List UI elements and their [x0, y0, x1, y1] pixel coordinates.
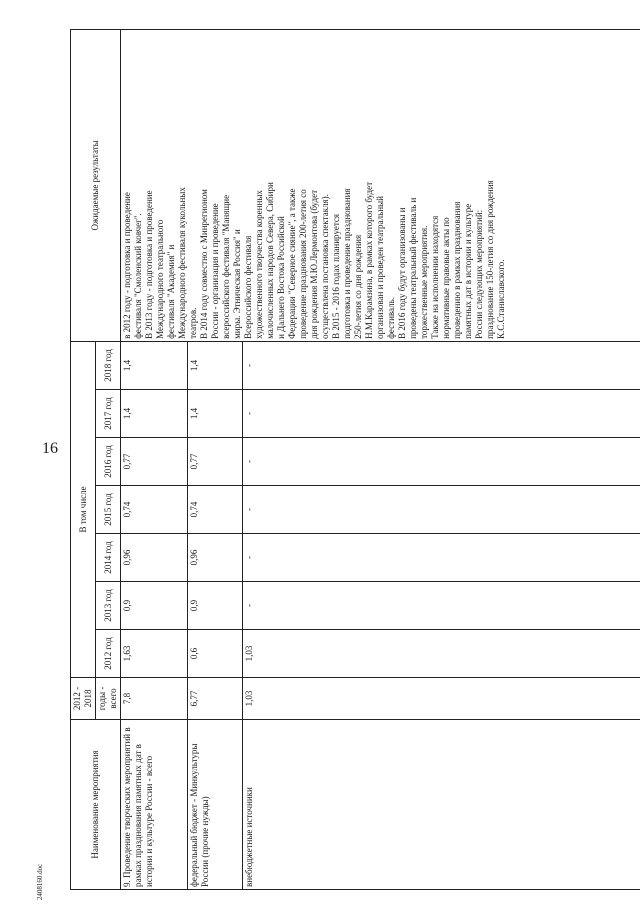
document-id-text: 2408160.doc: [36, 863, 45, 901]
result-line: организован и проведен театральный: [375, 196, 385, 339]
rotated-table-page: [70, 30, 610, 890]
header-year-2015: 2015 год: [96, 486, 121, 534]
row-total: 1,03: [243, 678, 640, 720]
page-number: 16: [42, 440, 58, 457]
row-value-2018: 1,4: [121, 341, 188, 389]
row-value-2016: -: [243, 438, 640, 486]
result-line: Всероссийского фестиваля: [243, 235, 253, 339]
header-year-2017: 2017 год: [96, 390, 121, 438]
row-value-2018: -: [243, 341, 640, 389]
row-value-2017: -: [243, 390, 640, 438]
row-value-2013: 0,9: [121, 582, 188, 630]
row-value-2012: 1,03: [243, 630, 640, 678]
result-line: Международного театрального: [155, 219, 165, 339]
row-value-2017: 1,4: [188, 390, 243, 438]
expected-results: [121, 29, 640, 341]
result-line: в 2012 году - подготовка и проведение: [122, 192, 132, 339]
result-line: подготовка и проведение празднования: [342, 188, 352, 339]
header-results: Ожидаемые результаты: [71, 29, 121, 341]
row-value-2012: 0,6: [188, 630, 243, 678]
result-line: фестиваль.: [386, 297, 396, 339]
row-value-2015: 0,74: [188, 486, 243, 534]
header-year-2016: 2016 год: [96, 438, 121, 486]
result-line: В 2014 году совместно с Минрегионом: [199, 189, 209, 339]
row-value-2014: 0,96: [188, 534, 243, 582]
row-value-2014: 0,96: [121, 534, 188, 582]
result-line: миры. Этническая Россия" и: [232, 229, 242, 339]
result-line: дня рождения М.Ю.Лермонтова (будет: [309, 190, 319, 339]
row-value-2013: -: [243, 582, 640, 630]
header-year-2018: 2018 год: [96, 341, 121, 389]
result-line: фестиваля "Смоленский ковчег".: [133, 213, 143, 339]
row-value-2018: 1,4: [188, 341, 243, 389]
result-line: В 2013 году - подготовка и проведение: [144, 190, 154, 339]
result-line: проведению в рамках празднования: [452, 201, 462, 339]
row-value-2013: 0,9: [188, 582, 243, 630]
table-row: [121, 29, 188, 889]
result-line: нормативные правовые акты по: [441, 217, 451, 339]
header-year-2014: 2014 год: [96, 534, 121, 582]
result-line: Н.М.Карамзина, в рамках которого будет: [364, 181, 374, 339]
result-line: В 2015 - 2016 годах планируется: [331, 214, 341, 339]
row-name: федеральный бюджет - Минкультуры России (прочие нужды): [188, 720, 243, 890]
result-line: празднование 150-летия со дня рождения: [485, 180, 495, 339]
row-value-2017: 1,4: [121, 390, 188, 438]
result-line: памятных дат в истории и культуре: [463, 203, 473, 339]
result-line: и Дальнего Востока Российской: [276, 216, 286, 339]
activities-table: [70, 29, 640, 890]
row-total: 7,8: [121, 678, 188, 720]
result-line: России - организация и проведение: [210, 203, 220, 339]
row-value-2014: -: [243, 534, 640, 582]
result-line: России следующих мероприятий:: [474, 209, 484, 339]
result-line: К.С.Станиславского.: [496, 259, 506, 339]
header-total-label: годы - всего: [96, 678, 121, 720]
result-line: Международного фестиваля кукольных: [177, 187, 187, 339]
header-year-2013: 2013 год: [96, 582, 121, 630]
row-total: 6,77: [188, 678, 243, 720]
header-year-2012: 2012 год: [96, 630, 121, 678]
row-name: 9. Проведение творческих мероприятий в рамках празднования памятных дат в истории и культуре России - всего: [121, 720, 188, 890]
result-line: осуществлена постановка спектакля).: [320, 194, 330, 339]
result-line: торжественные мероприятия.: [419, 225, 429, 339]
result-line: Федерации "Северное сияние", а также: [287, 188, 297, 339]
header-name: Наименование мероприятия: [71, 720, 121, 890]
header-in-that-number: В том числе: [71, 341, 96, 677]
header-total-years: 2012 - 2018: [71, 678, 96, 720]
result-line: фестиваля "Академия" и: [166, 244, 176, 339]
result-line: всероссийского фестиваля "Манящие: [221, 194, 231, 339]
result-line: В 2016 году будут организованы и: [397, 207, 407, 339]
row-value-2016: 0,77: [121, 438, 188, 486]
row-value-2012: 1,63: [121, 630, 188, 678]
row-value-2015: 0,74: [121, 486, 188, 534]
result-line: проведены театральный фестиваль и: [408, 197, 418, 339]
result-line: малочисленных народов Севера, Сибири: [265, 182, 275, 339]
result-line: художественного творчества коренных: [254, 190, 264, 339]
result-line: театров.: [188, 307, 198, 339]
row-value-2015: -: [243, 486, 640, 534]
result-line: Также на исполнении находятся: [430, 215, 440, 339]
document-id: [36, 862, 48, 902]
row-value-2016: 0,77: [188, 438, 243, 486]
result-line: проведение празднования 200-летия со: [298, 189, 308, 339]
row-name: внебюджетные источники: [243, 720, 640, 890]
result-line: 250-летия со дня рождения: [353, 234, 363, 339]
